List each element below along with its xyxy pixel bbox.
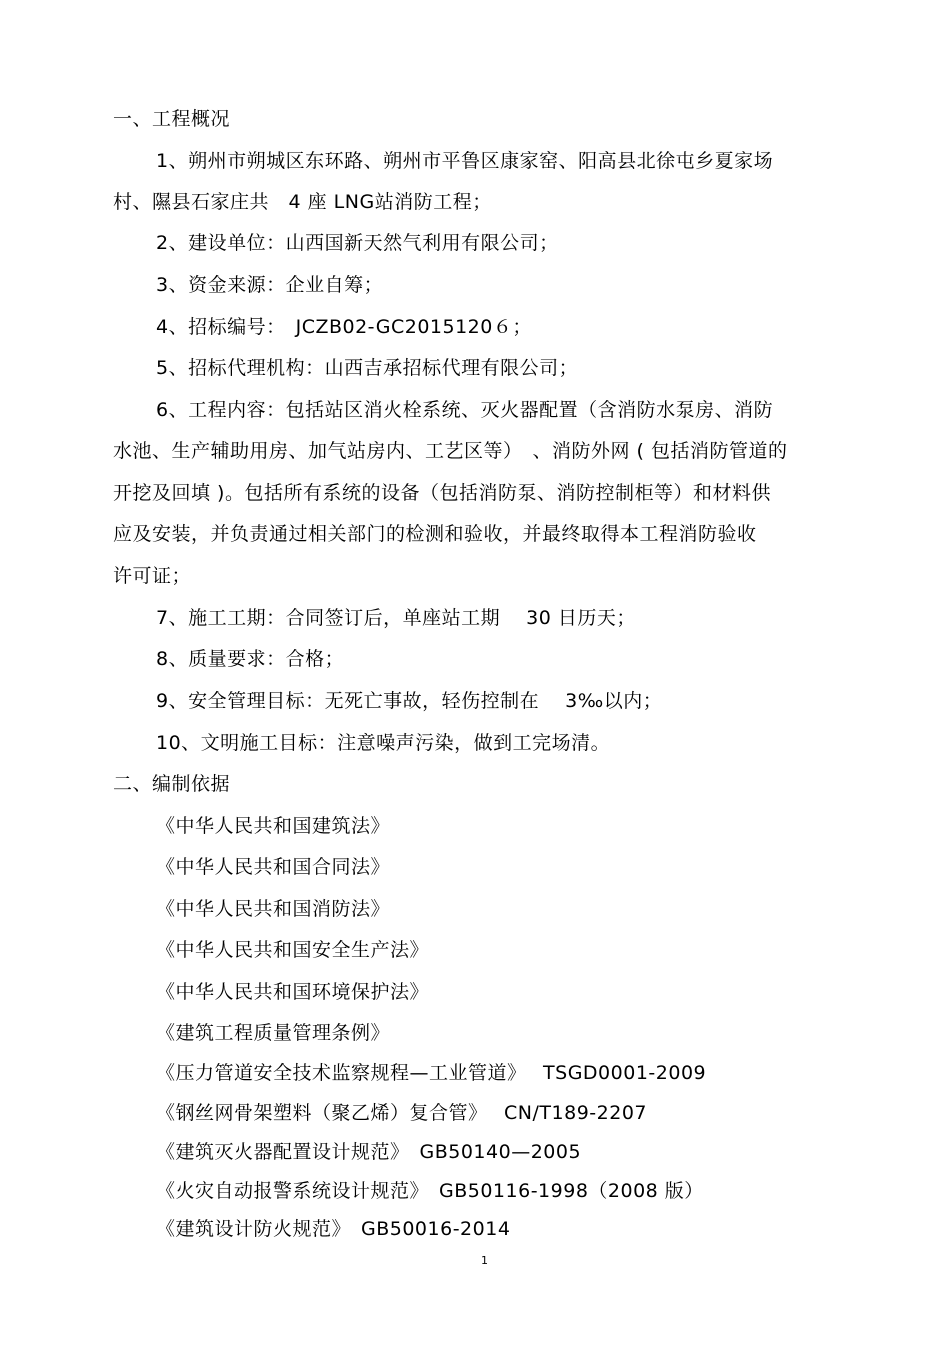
reference-item: 《中华人民共和国安全生产法》 bbox=[156, 939, 430, 961]
reference-item: 《钢丝网骨架塑料（聚乙烯）复合管》 CN/T189-2207 bbox=[156, 1102, 648, 1124]
overview-item-5: 5、招标代理机构：山西吉承招标代理有限公司； bbox=[156, 357, 579, 379]
overview-item-2: 2、建设单位：山西国新天然气利用有限公司； bbox=[156, 232, 559, 254]
overview-item-6-line-5: 许可证； bbox=[113, 565, 192, 587]
overview-item-3: 3、资金来源：企业自筹； bbox=[156, 274, 384, 296]
reference-item: 《建筑灭火器配置设计规范》 GB50140—2005 bbox=[156, 1141, 582, 1163]
reference-item: 《压力管道安全技术监察规程—工业管道》 TSGD0001-2009 bbox=[156, 1062, 707, 1084]
overview-item-8: 8、质量要求：合格； bbox=[156, 648, 345, 670]
overview-item-1-line-2: 村、隰县石家庄共 4 座 LNG站消防工程； bbox=[113, 191, 492, 213]
reference-item: 《中华人民共和国环境保护法》 bbox=[156, 981, 430, 1003]
overview-item-6-line-4: 应及安装，并负责通过相关部门的检测和验收，并最终取得本工程消防验收 bbox=[113, 523, 757, 545]
section-heading-overview: 一、工程概况 bbox=[113, 108, 231, 130]
overview-item-9: 9、安全管理目标：无死亡事故，轻伤控制在 3‰以内； bbox=[156, 690, 663, 712]
overview-item-10: 10、文明施工目标：注意噪声污染，做到工完场清。 bbox=[156, 732, 611, 754]
overview-item-6-line-2: 水池、生产辅助用房、加气站房内、工艺区等） 、消防外网 ( 包括消防管道的 bbox=[113, 440, 788, 462]
overview-item-1-line-1: 1、朔州市朔城区东环路、朔州市平鲁区康家窑、阳高县北徐屯乡夏家场 bbox=[156, 150, 774, 172]
page-number: 1 bbox=[481, 1254, 488, 1267]
reference-item: 《建筑工程质量管理条例》 bbox=[156, 1022, 391, 1044]
section-heading-basis: 二、编制依据 bbox=[113, 773, 231, 795]
overview-item-7: 7、施工工期：合同签订后，单座站工期 30 日历天； bbox=[156, 607, 636, 629]
reference-item: 《中华人民共和国合同法》 bbox=[156, 856, 391, 878]
reference-item: 《火灾自动报警系统设计规范》 GB50116-1998（2008 版） bbox=[156, 1180, 704, 1202]
overview-item-6-line-3: 开挖及回填 )。包括所有系统的设备（包括消防泵、消防控制柜等）和材料供 bbox=[113, 482, 771, 504]
reference-item: 《中华人民共和国消防法》 bbox=[156, 898, 391, 920]
reference-item: 《中华人民共和国建筑法》 bbox=[156, 815, 391, 837]
reference-item: 《建筑设计防火规范》 GB50016-2014 bbox=[156, 1218, 511, 1240]
overview-item-4: 4、招标编号： JCZB02-GC2015120６； bbox=[156, 316, 532, 338]
overview-item-6-line-1: 6、工程内容：包括站区消火栓系统、灭火器配置（含消防水泵房、消防 bbox=[156, 399, 774, 421]
